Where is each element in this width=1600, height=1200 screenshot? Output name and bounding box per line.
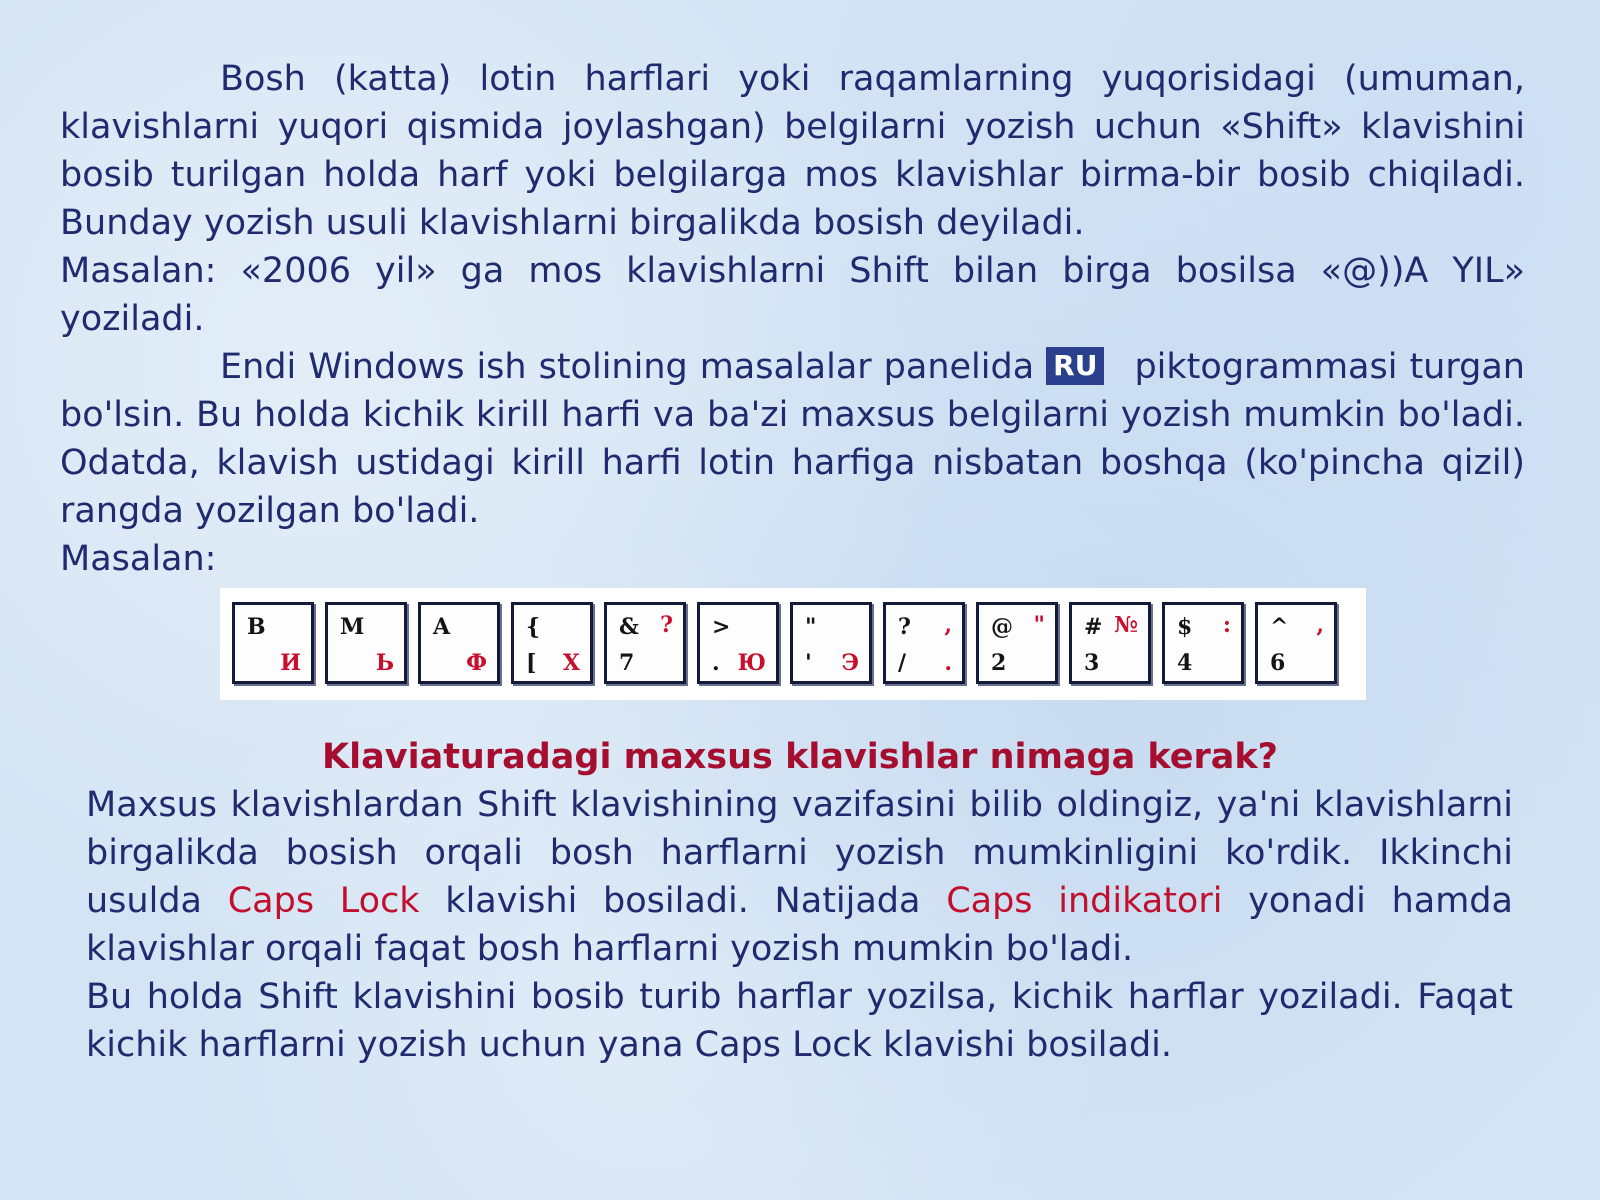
- keyboard-key: [604, 602, 686, 684]
- key-legend-tl: ?: [898, 614, 911, 640]
- keyboard-key: [697, 602, 779, 684]
- key-legend-bl: ': [805, 650, 812, 676]
- caps-text-2: klavishi bosiladi. Natijada: [445, 881, 921, 921]
- key-legend-br: Х: [562, 650, 580, 676]
- keyboard-key: [325, 602, 407, 684]
- key-legend-tl: @: [991, 614, 1013, 640]
- ru-text-after: piktogrammasi turgan bo'lsin. Bu holda kichik kirill harfi va ba'zi maxsus belgilarni yozish mumkin bo'ladi. Odatda, klavish ustidagi kirill harfi lotin harfiga nisbatan boshqa (ko'pincha qizil) rangda yozilgan bo'ladi.: [60, 347, 1525, 531]
- key-legend-bl: 3: [1084, 650, 1100, 676]
- intro-text: [60, 55, 1525, 583]
- caps-indicator-highlight: Caps indikatori: [946, 881, 1223, 921]
- paragraph-ru-indicator: [60, 343, 1525, 535]
- ru-text-before: Endi Windows ish stolining masalalar panelida: [220, 347, 1035, 387]
- section-heading: Klaviaturadagi maxsus klavishlar nimaga kerak?: [322, 737, 1278, 777]
- key-legend-tl: >: [712, 614, 731, 640]
- key-legend-bl: .: [712, 650, 720, 676]
- language-indicator-icon: RU: [1046, 347, 1104, 385]
- keyboard-key: [1162, 602, 1244, 684]
- keyboard-key: [1255, 602, 1337, 684]
- paragraph-shift-lowercase: Bu holda Shift klavishini bosib turib harflar yozilsa, kichik harflar yoziladi. Faqat kichik harflarni yozish uchun yana Caps Lock klavishi bosiladi.: [86, 977, 1513, 1065]
- paragraph-shift-explanation: Bosh (katta) lotin harflari yoki raqamlarning yuqorisidagi (umuman, klavishlarni yuqori qismida joylashgan) belgilarni yozish uchun «Shift» klavishini bosib turilgan holda harf yoki belgilarga mos klavishlar birma-bir bosib chiqiladi. Bunday yozish usuli klavishlarni birgalikda bosish deyiladi.: [60, 59, 1525, 243]
- special-keys-text: [86, 781, 1513, 1069]
- key-legend-bl: 2: [991, 650, 1007, 676]
- key-legend-tl: &: [619, 614, 639, 640]
- key-legend-br: И: [280, 650, 301, 676]
- key-legend-tr: :: [1222, 612, 1231, 638]
- keyboard-key: [232, 602, 314, 684]
- keyboard-key: [976, 602, 1058, 684]
- key-legend-tr: ,: [944, 612, 952, 638]
- keyboard-key: [883, 602, 965, 684]
- paragraph-example-label: Masalan:: [60, 539, 217, 579]
- caps-text-1: Maxsus klavishlardan Shift klavishining vazifasini bilib oldingiz, ya'ni klavishlarni birgalikda bosish orqali bosh harflarni yozish mumkinligini ko'rdik. Ikkinchi usulda: [86, 785, 1513, 921]
- keyboard-key: [418, 602, 500, 684]
- key-legend-tr: ,: [1316, 612, 1324, 638]
- key-legend-tr: №: [1114, 612, 1138, 638]
- keyboard-key: [1069, 602, 1151, 684]
- key-legend-br: Э: [841, 650, 859, 676]
- key-legend-br: Ю: [737, 650, 766, 676]
- key-legend-bl: 4: [1177, 650, 1193, 676]
- key-legend-br: .: [944, 650, 952, 676]
- key-legend-bl: 7: [619, 650, 635, 676]
- key-legend-br: Ь: [375, 650, 394, 676]
- key-legend-tl: M: [340, 614, 365, 640]
- paragraph-example-2006: Masalan: «2006 yil» ga mos klavishlarni Shift bilan birga bosilsa «@))A YIL» yoziladi.: [60, 251, 1525, 339]
- key-legend-tr: ": [1033, 612, 1045, 638]
- key-legend-tl: ": [805, 614, 817, 640]
- key-legend-tl: $: [1177, 614, 1193, 640]
- key-legend-tl: B: [247, 614, 266, 640]
- key-legend-bl: /: [898, 650, 907, 676]
- key-legend-tl: #: [1084, 614, 1103, 640]
- paragraph-caps-lock: [86, 781, 1513, 973]
- key-legend-tl: {: [526, 614, 541, 640]
- key-legend-bl: 6: [1270, 650, 1286, 676]
- key-legend-bl: [: [526, 650, 537, 676]
- key-legend-tl: ^: [1270, 614, 1289, 640]
- keyboard-key: [790, 602, 872, 684]
- caps-text-3: yonadi hamda klavishlar orqali faqat bosh harflarni yozish mumkin bo'ladi.: [86, 881, 1513, 969]
- key-legend-tr: ?: [660, 612, 673, 638]
- keyboard-keys-strip: [220, 588, 1366, 700]
- caps-lock-highlight: Caps Lock: [227, 881, 420, 921]
- key-legend-br: Ф: [466, 650, 487, 676]
- keyboard-key: [511, 602, 593, 684]
- key-legend-tl: A: [433, 614, 451, 640]
